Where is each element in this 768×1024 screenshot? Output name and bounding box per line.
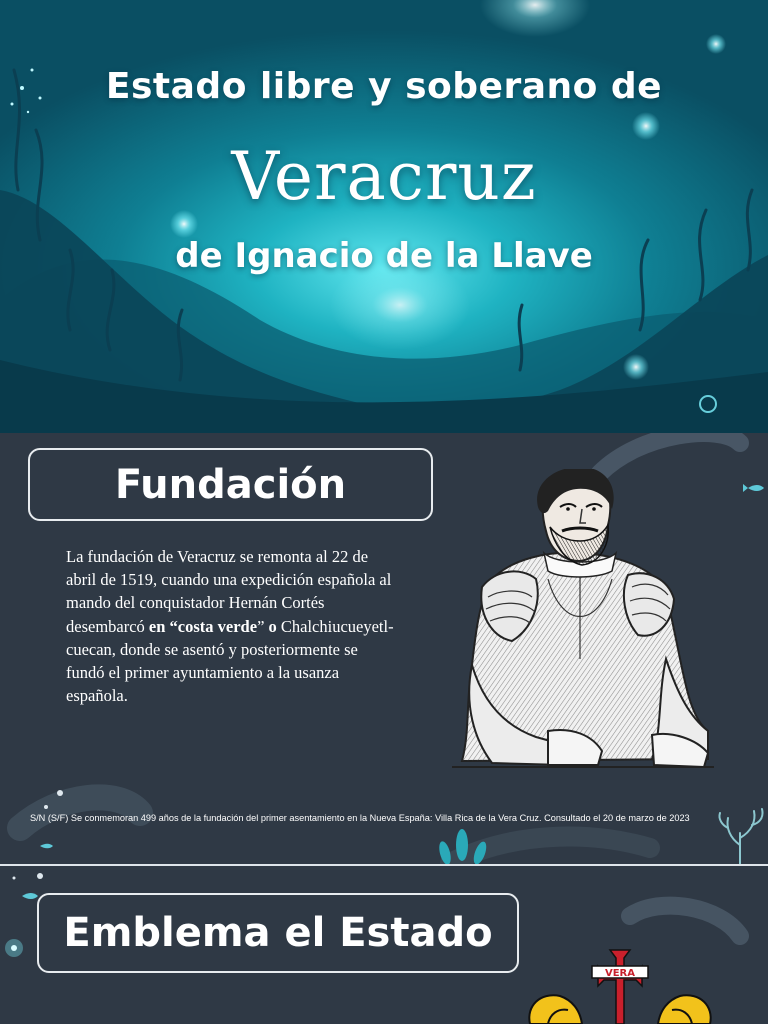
fundacion-text-3: Chalchiucueyetl-cuecan, donde se asentó y posteriormente se fundó el primer ayuntamiento a la usanza española. bbox=[66, 616, 394, 706]
seaweed-icon bbox=[437, 829, 489, 866]
fundacion-text-bold-2: o bbox=[268, 616, 277, 636]
fundacion-heading-box bbox=[28, 448, 433, 521]
small-fish-icon bbox=[40, 844, 53, 849]
emblema-heading: Emblema el Estado bbox=[63, 910, 493, 956]
crest-text: VERA bbox=[604, 968, 636, 979]
underwater-scene bbox=[0, 0, 768, 433]
fundacion-heading: Fundación bbox=[114, 461, 347, 508]
fish-icon bbox=[743, 484, 764, 492]
title-slide bbox=[0, 0, 768, 433]
small-fish-icon bbox=[22, 893, 38, 899]
fundacion-paragraph bbox=[66, 545, 396, 707]
emblema-heading-box bbox=[37, 893, 519, 973]
source-citation: S/N (S/F) Se conmemoran 499 años de la fundación del primer asentamiento en la Nueva España: Villa Rica de la Vera Cruz. Consultado el 20 de marzo de 2023 bbox=[30, 813, 690, 823]
hero-title-line-3: de Ignacio de la Llave bbox=[175, 236, 593, 276]
emblema-slide bbox=[0, 866, 768, 1024]
fundacion-text-1: La fundación de Veracruz se remonta al 22 de abril de 1519, cuando una expedición española al mando del conquistador Hernán Cortés desembarcó bbox=[66, 547, 392, 636]
coral-icon bbox=[719, 809, 762, 865]
fundacion-text-bold-1: en “costa verde bbox=[148, 616, 258, 636]
veracruz-coat-of-arms bbox=[520, 944, 720, 1024]
fundacion-text-2: ” bbox=[257, 616, 269, 636]
hernan-cortes-portrait bbox=[452, 469, 714, 771]
hero-title-line-1: Estado libre y soberano de bbox=[105, 66, 663, 107]
hero-title-veracruz: Veracruz bbox=[231, 138, 537, 215]
fundacion-slide bbox=[0, 433, 768, 866]
